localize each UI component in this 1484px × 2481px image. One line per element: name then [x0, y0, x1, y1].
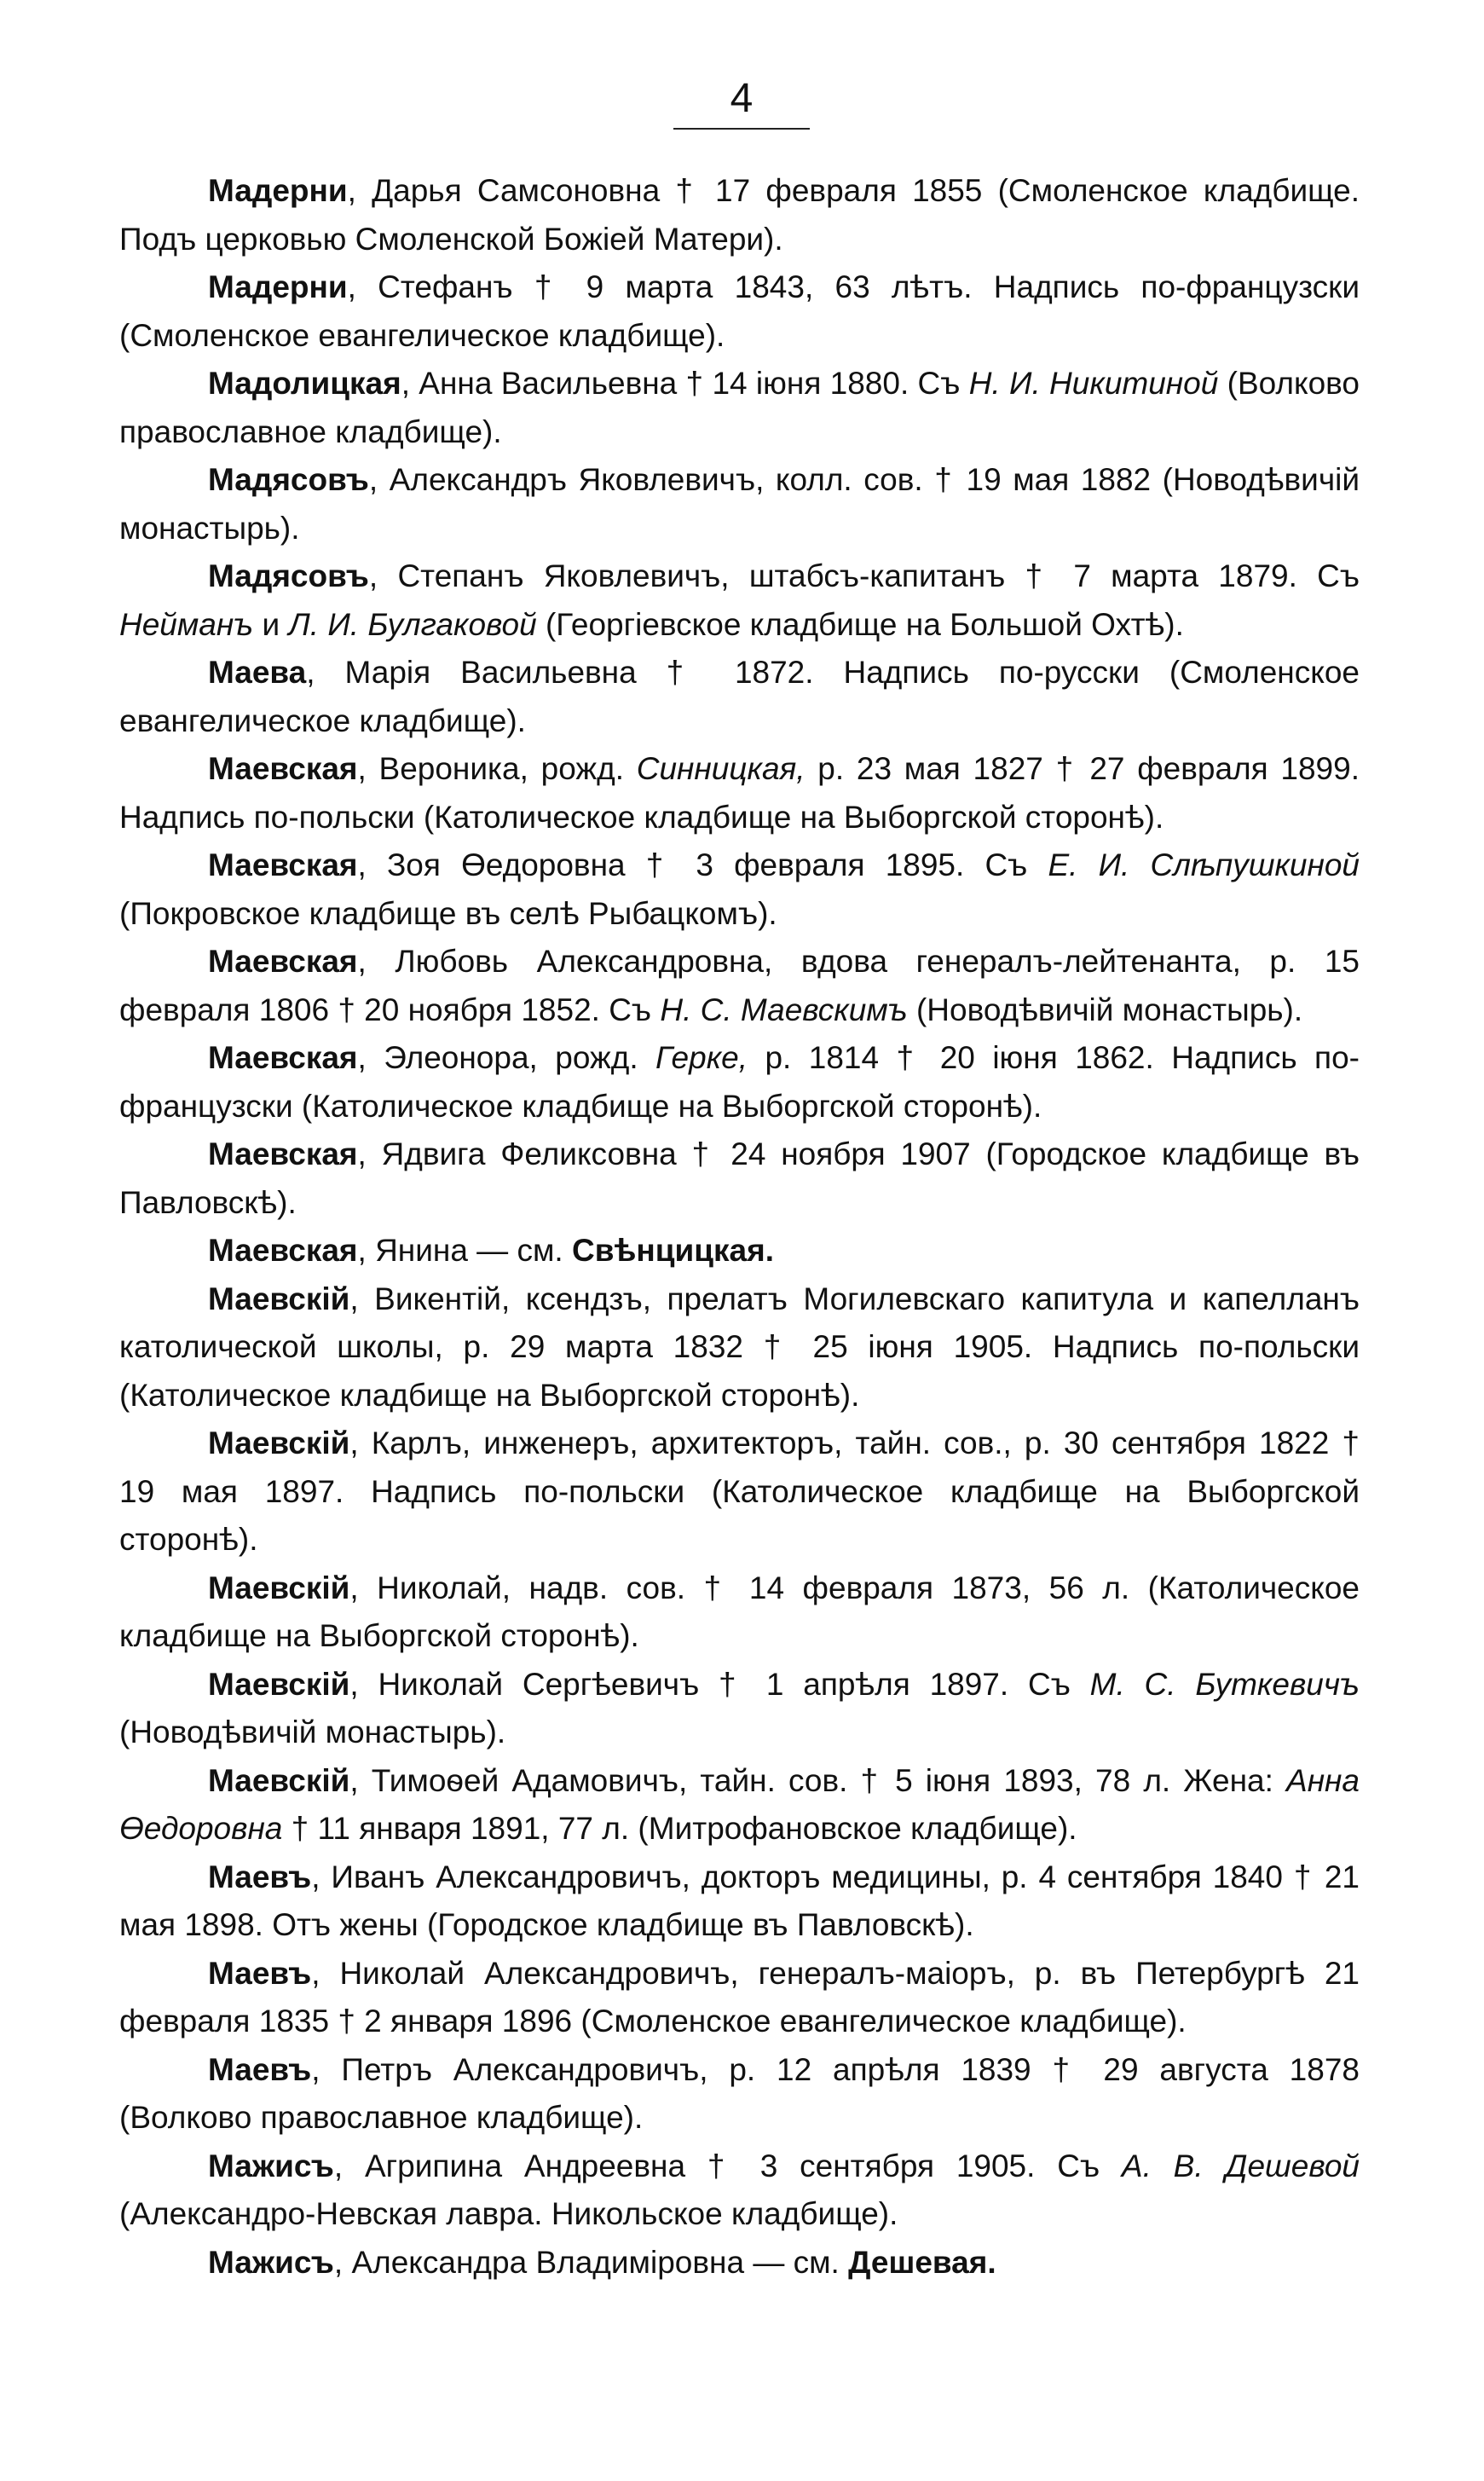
- entry-surname: Маевъ: [208, 2051, 312, 2087]
- entry-text: р. 23 мая 1827 † 27 февраля 1899. Надпись по-польски (Католическое кладбище на Выборгской сторонѣ).: [119, 751, 1360, 835]
- entry-surname: Маевскій: [208, 1666, 350, 1702]
- entry: [119, 1420, 1360, 1564]
- entry-text: , Янина — см.: [357, 1233, 572, 1268]
- entry-italic-name: Нейманъ: [119, 606, 254, 642]
- entry-text: , Ядвига Феликсовна † 24 ноября 1907 (Городское кладбище въ Павловскѣ).: [119, 1136, 1360, 1220]
- entry-cross-reference: Свѣнцицкая.: [571, 1233, 774, 1268]
- entry-italic-name: М. С. Буткевичъ: [1089, 1666, 1360, 1702]
- entry: [119, 1854, 1360, 1950]
- entry-italic-name: Н. С. Маевскимъ: [660, 992, 908, 1027]
- entry-italic-name: Анна Өедоровна: [119, 1762, 1360, 1846]
- entry-text: , Любовь Александровна, вдова генералъ-лейтенанта, р. 15 февраля 1806 † 20 ноября 1852. Съ: [119, 944, 1360, 1027]
- entry-italic-name: Н. И. Никитиной: [968, 366, 1219, 401]
- entry: [119, 938, 1360, 1034]
- entry-surname: Маевскій: [208, 1762, 350, 1798]
- entry-text: , Карлъ, инженеръ, архитекторъ, тайн. сов., р. 30 сентября 1822 † 19 мая 1897. Надпись по-польски (Католическое кладбище на Выборгской сторонѣ).: [119, 1426, 1360, 1557]
- entry-text: , Петръ Александровичъ, р. 12 апрѣля 1839 † 29 августа 1878 (Волково православное кладбище).: [119, 2051, 1360, 2135]
- entry: [119, 1757, 1360, 1854]
- entry: [119, 1275, 1360, 1420]
- entry: [119, 2239, 1360, 2287]
- entry-surname: Маевскій: [208, 1570, 350, 1605]
- entry-text: , Иванъ Александровичъ, докторъ медицины, р. 4 сентября 1840 † 21 мая 1898. Отъ жены (Городское кладбище въ Павловскѣ).: [119, 1859, 1360, 1942]
- entry-surname: Мадолицкая: [208, 366, 401, 401]
- entry-text: , Николай, надв. сов. † 14 февраля 1873, 56 л. (Католическое кладбище на Выборгской сторонѣ).: [119, 1570, 1360, 1653]
- entry-cross-reference: Дешевая.: [848, 2244, 996, 2280]
- entry-surname: Маевская: [208, 944, 358, 979]
- entry: [119, 1227, 1360, 1275]
- entry: [119, 263, 1360, 360]
- page-number: 4: [730, 76, 754, 121]
- entry: [119, 841, 1360, 938]
- entry-text: (Волково православное кладбище).: [119, 366, 1360, 449]
- entry: [119, 1131, 1360, 1227]
- entry-surname: Маевская: [208, 847, 358, 882]
- entry-surname: Мадерни: [208, 173, 348, 208]
- entry-surname: Мажисъ: [208, 2244, 334, 2280]
- entry: [119, 1564, 1360, 1661]
- entry-text: , Степанъ Яковлевичъ, штабсъ-капитанъ † 7 марта 1879. Съ: [368, 558, 1360, 593]
- entry-italic-name: Е. И. Слѣпушкиной: [1048, 847, 1360, 882]
- entry-text: , Агрипина Андреевна † 3 сентября 1905. Съ: [333, 2148, 1122, 2183]
- entry-surname: Маевскій: [208, 1426, 350, 1460]
- entry: [119, 1661, 1360, 1757]
- entry-surname: Маевъ: [208, 1859, 312, 1894]
- entry-text: , Викентій, ксендзъ, прелатъ Могилевскаго капитула и капелланъ католической школы, р. 29 марта 1832 † 25 іюня 1905. Надпись по-польски (Католическое кладбище на Выборгской сторонѣ).: [119, 1281, 1360, 1413]
- entry: [119, 2143, 1360, 2239]
- entry-text: , Николай Сергѣевичъ † 1 апрѣля 1897. Съ: [349, 1666, 1090, 1702]
- entry-surname: Маевская: [208, 751, 358, 786]
- entry-text: (Новодѣвичій монастырь).: [119, 1715, 506, 1749]
- entry-surname: Маевская: [208, 1040, 358, 1075]
- entry: [119, 360, 1360, 456]
- entry-text: † 11 января 1891, 77 л. (Митрофановское кладбище).: [282, 1811, 1077, 1846]
- entry-text: (Александро-Невская лавра. Никольское кладбище).: [119, 2196, 898, 2231]
- entry-text: (Покровское кладбище въ селѣ Рыбацкомъ).: [119, 895, 777, 931]
- entry-surname: Маева: [208, 655, 307, 690]
- entry-text: , Марія Васильевна † 1872. Надпись по-русски (Смоленское евангелическое кладбище).: [119, 655, 1360, 738]
- entry: [119, 649, 1360, 745]
- entry-text: , Александра Владиміровна — см.: [333, 2244, 849, 2280]
- entry: [119, 1034, 1360, 1131]
- entry-text: , Тимоѳей Адамовичъ, тайн. сов. † 5 іюня 1893, 78 л. Жена:: [349, 1762, 1287, 1798]
- entry-surname: Мадясовъ: [208, 462, 369, 497]
- page-number-rule: [673, 128, 810, 130]
- entry-text: , Дарья Самсоновна † 17 февраля 1855 (Смоленское кладбище. Подъ церковью Смоленской Божіей Матери).: [119, 173, 1360, 257]
- entries-list: [119, 167, 1360, 2287]
- entry: [119, 2046, 1360, 2143]
- entry-surname: Маевская: [208, 1233, 358, 1268]
- entry: [119, 1950, 1360, 2046]
- entry-text: (Георгіевское кладбище на Большой Охтѣ).: [536, 606, 1184, 642]
- entry: [119, 745, 1360, 841]
- entry-text: , Александръ Яковлевичъ, колл. сов. † 19 мая 1882 (Новодѣвичій монастырь).: [119, 462, 1360, 546]
- entry-surname: Мадерни: [208, 269, 348, 304]
- entry-text: , Вероника, рожд.: [357, 751, 637, 786]
- entry-text: и: [253, 606, 289, 642]
- entry-text: , Элеонора, рожд.: [357, 1040, 656, 1075]
- entry-italic-name: Герке,: [655, 1040, 748, 1075]
- entry-surname: Маевскій: [208, 1281, 350, 1316]
- entry-italic-name: А. В. Дешевой: [1121, 2148, 1360, 2183]
- entry-italic-name: Синницкая,: [636, 751, 806, 786]
- entry-surname: Маевская: [208, 1136, 358, 1171]
- entry: [119, 167, 1360, 263]
- entry-text: , Анна Васильевна † 14 іюня 1880. Съ: [401, 366, 969, 401]
- entry-italic-name: Л. И. Булгаковой: [288, 606, 537, 642]
- entry-surname: Мажисъ: [208, 2148, 334, 2183]
- entry-text: (Новодѣвичій монастырь).: [907, 992, 1303, 1027]
- entry-text: , Зоя Өедоровна † 3 февраля 1895. Съ: [357, 847, 1048, 882]
- entry-text: , Николай Александровичъ, генералъ-маіоръ, р. въ Петербургѣ 21 февраля 1835 † 2 января 1896 (Смоленское евангелическое кладбище).: [119, 1955, 1360, 2039]
- entry-text: , Стефанъ † 9 марта 1843, 63 лѣтъ. Надпись по-французски (Смоленское евангелическое кладбище).: [119, 269, 1360, 353]
- entry-text: р. 1814 † 20 іюня 1862. Надпись по-французски (Католическое кладбище на Выборгской сторонѣ).: [119, 1040, 1360, 1124]
- entry: [119, 456, 1360, 552]
- entry: [119, 552, 1360, 649]
- entry-surname: Мадясовъ: [208, 558, 369, 593]
- entry-surname: Маевъ: [208, 1955, 312, 1991]
